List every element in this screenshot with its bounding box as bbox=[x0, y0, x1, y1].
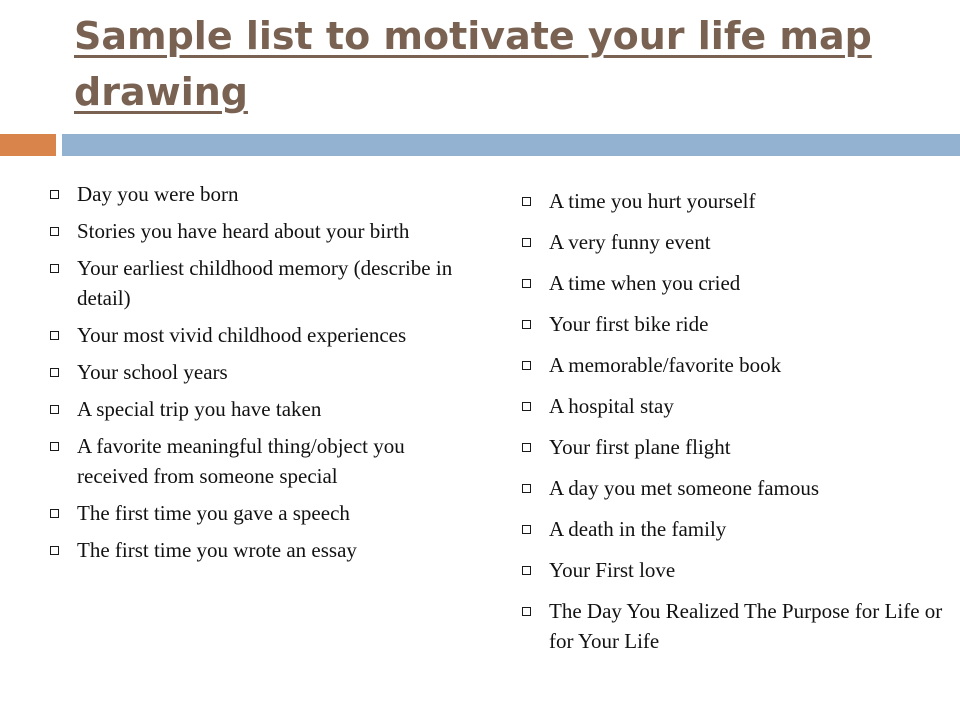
square-bullet-icon bbox=[522, 566, 531, 575]
list-item-text: Stories you have heard about your birth bbox=[77, 219, 410, 243]
list-item-text: A memorable/favorite book bbox=[549, 353, 782, 377]
square-bullet-icon bbox=[50, 442, 59, 451]
list-item-text: A hospital stay bbox=[549, 394, 674, 418]
square-bullet-icon bbox=[50, 227, 59, 236]
square-bullet-icon bbox=[522, 607, 531, 616]
list-item bbox=[522, 350, 952, 380]
list-item bbox=[50, 179, 470, 209]
square-bullet-icon bbox=[522, 361, 531, 370]
list-item bbox=[522, 186, 952, 216]
square-bullet-icon bbox=[50, 405, 59, 414]
list-item-text: A day you met someone famous bbox=[549, 476, 820, 500]
list-item bbox=[522, 391, 952, 421]
list-item bbox=[50, 394, 470, 424]
square-bullet-icon bbox=[50, 368, 59, 377]
right-bullet-list bbox=[522, 186, 952, 667]
list-item bbox=[522, 432, 952, 462]
square-bullet-icon bbox=[50, 509, 59, 518]
list-item-text: The Day You Realized The Purpose for Life or for Your Life bbox=[549, 599, 943, 653]
list-item bbox=[522, 596, 952, 656]
list-item bbox=[50, 253, 470, 313]
accent-bar bbox=[0, 134, 56, 156]
list-item-text: Your school years bbox=[77, 360, 228, 384]
slide-title: Sample list to motivate your life map drawing bbox=[74, 14, 872, 114]
list-item-text: A special trip you have taken bbox=[77, 397, 322, 421]
list-item-text: Your most vivid childhood experiences bbox=[77, 323, 407, 347]
square-bullet-icon bbox=[522, 279, 531, 288]
list-item bbox=[522, 309, 952, 339]
header-bar bbox=[62, 134, 960, 156]
list-item bbox=[50, 216, 470, 246]
list-item-text: The first time you gave a speech bbox=[77, 501, 350, 525]
left-bullet-list bbox=[50, 179, 470, 572]
list-item-text: A death in the family bbox=[549, 517, 727, 541]
square-bullet-icon bbox=[522, 320, 531, 329]
list-item bbox=[50, 320, 470, 350]
list-item bbox=[522, 227, 952, 257]
list-item bbox=[522, 555, 952, 585]
square-bullet-icon bbox=[50, 546, 59, 555]
list-item-text: Your first bike ride bbox=[549, 312, 709, 336]
square-bullet-icon bbox=[50, 264, 59, 273]
list-item-text: A favorite meaningful thing/object you received from someone special bbox=[77, 434, 405, 488]
square-bullet-icon bbox=[522, 197, 531, 206]
square-bullet-icon bbox=[50, 331, 59, 340]
square-bullet-icon bbox=[522, 402, 531, 411]
list-item-text: A very funny event bbox=[549, 230, 711, 254]
list-item bbox=[50, 357, 470, 387]
list-item-text: Your First love bbox=[549, 558, 676, 582]
list-item-text: Your earliest childhood memory (describe in detail) bbox=[77, 256, 453, 310]
list-item bbox=[522, 473, 952, 503]
list-item bbox=[50, 431, 470, 491]
list-item-text: Day you were born bbox=[77, 182, 239, 206]
list-item-text: A time you hurt yourself bbox=[549, 189, 756, 213]
list-item-text: Your first plane flight bbox=[549, 435, 731, 459]
list-item-text: A time when you cried bbox=[549, 271, 741, 295]
list-item-text: The first time you wrote an essay bbox=[77, 538, 357, 562]
list-item bbox=[522, 268, 952, 298]
square-bullet-icon bbox=[50, 190, 59, 199]
square-bullet-icon bbox=[522, 443, 531, 452]
square-bullet-icon bbox=[522, 238, 531, 247]
square-bullet-icon bbox=[522, 525, 531, 534]
square-bullet-icon bbox=[522, 484, 531, 493]
list-item bbox=[50, 535, 470, 565]
list-item bbox=[522, 514, 952, 544]
list-item bbox=[50, 498, 470, 528]
